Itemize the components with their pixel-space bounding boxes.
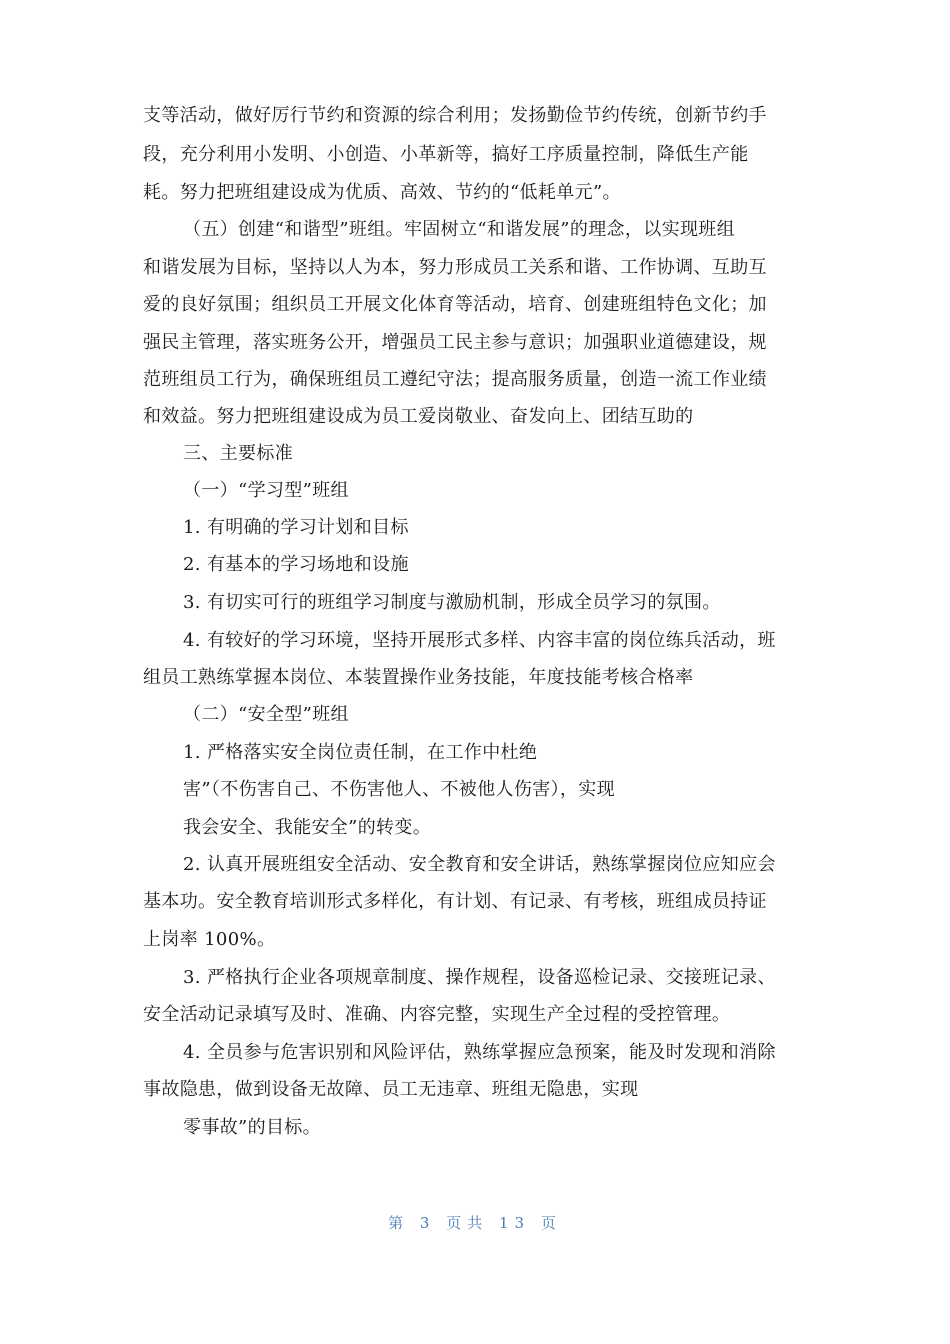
- text-line: 上岗率 100%。: [143, 929, 276, 950]
- list-item: 3. 有切实可行的班组学习制度与激励机制，形成全员学习的氛围。: [183, 592, 721, 613]
- page-number-footer: 第 3 页共 13 页: [388, 1214, 562, 1232]
- list-item: 1. 严格落实安全岗位责任制，在工作中杜绝: [183, 742, 538, 763]
- text-line: 耗。努力把班组建设成为优质、高效、节约的“低耗单元”。: [143, 182, 621, 203]
- text-line: 强民主管理，落实班务公开，增强员工民主参与意识；加强职业道德建设，规: [143, 332, 767, 353]
- list-item: 2. 有基本的学习场地和设施: [183, 554, 409, 575]
- section-heading: 三、主要标准: [183, 443, 294, 464]
- text-line: 范班组员工行为，确保班组员工遵纪守法；提高服务质量，创造一流工作业绩: [143, 369, 767, 390]
- list-item: 4. 有较好的学习环境，坚持开展形式多样、内容丰富的岗位练兵活动，班: [183, 630, 776, 651]
- text-line: 和谐发展为目标，坚持以人为本，努力形成员工关系和谐、工作协调、互助互: [143, 257, 767, 278]
- text-line: 害”（不伤害自己、不伤害他人、不被他人伤害），实现: [183, 779, 615, 800]
- text-line: 我会安全、我能安全”的转变。: [183, 817, 432, 838]
- text-line: （五）创建“和谐型”班组。牢固树立“和谐发展”的理念，以实现班组: [183, 219, 736, 240]
- text-line: 事故隐患，做到设备无故障、员工无违章、班组无隐患，实现: [143, 1079, 639, 1100]
- text-line: 基本功。安全教育培训形式多样化，有计划、有记录、有考核，班组成员持证: [143, 891, 767, 912]
- list-item: 3. 严格执行企业各项规章制度、操作规程，设备巡检记录、交接班记录、: [183, 967, 776, 988]
- text-line: 组员工熟练掌握本岗位、本装置操作业务技能，年度技能考核合格率: [143, 667, 694, 688]
- list-item: 4. 全员参与危害识别和风险评估，熟练掌握应急预案，能及时发现和消除: [183, 1042, 776, 1063]
- text-line: 安全活动记录填写及时、准确、内容完整，实现生产全过程的受控管理。: [143, 1004, 731, 1025]
- list-item: 1. 有明确的学习计划和目标: [183, 517, 409, 538]
- subsection-heading: （一）“学习型”班组: [183, 480, 349, 501]
- text-line: 和效益。努力把班组建设成为员工爱岗敬业、奋发向上、团结互助的: [143, 406, 694, 427]
- text-line: 爱的良好氛围；组织员工开展文化体育等活动，培育、创建班组特色文化；加: [143, 294, 767, 315]
- text-line: 段，充分利用小发明、小创造、小革新等，搞好工序质量控制，降低生产能: [143, 144, 749, 165]
- text-line: 支等活动，做好厉行节约和资源的综合利用；发扬勤俭节约传统，创新节约手: [143, 105, 767, 126]
- text-line: 零事故”的目标。: [183, 1117, 322, 1138]
- subsection-heading: （二）“安全型”班组: [183, 704, 349, 725]
- list-item: 2. 认真开展班组安全活动、安全教育和安全讲话，熟练掌握岗位应知应会: [183, 854, 776, 875]
